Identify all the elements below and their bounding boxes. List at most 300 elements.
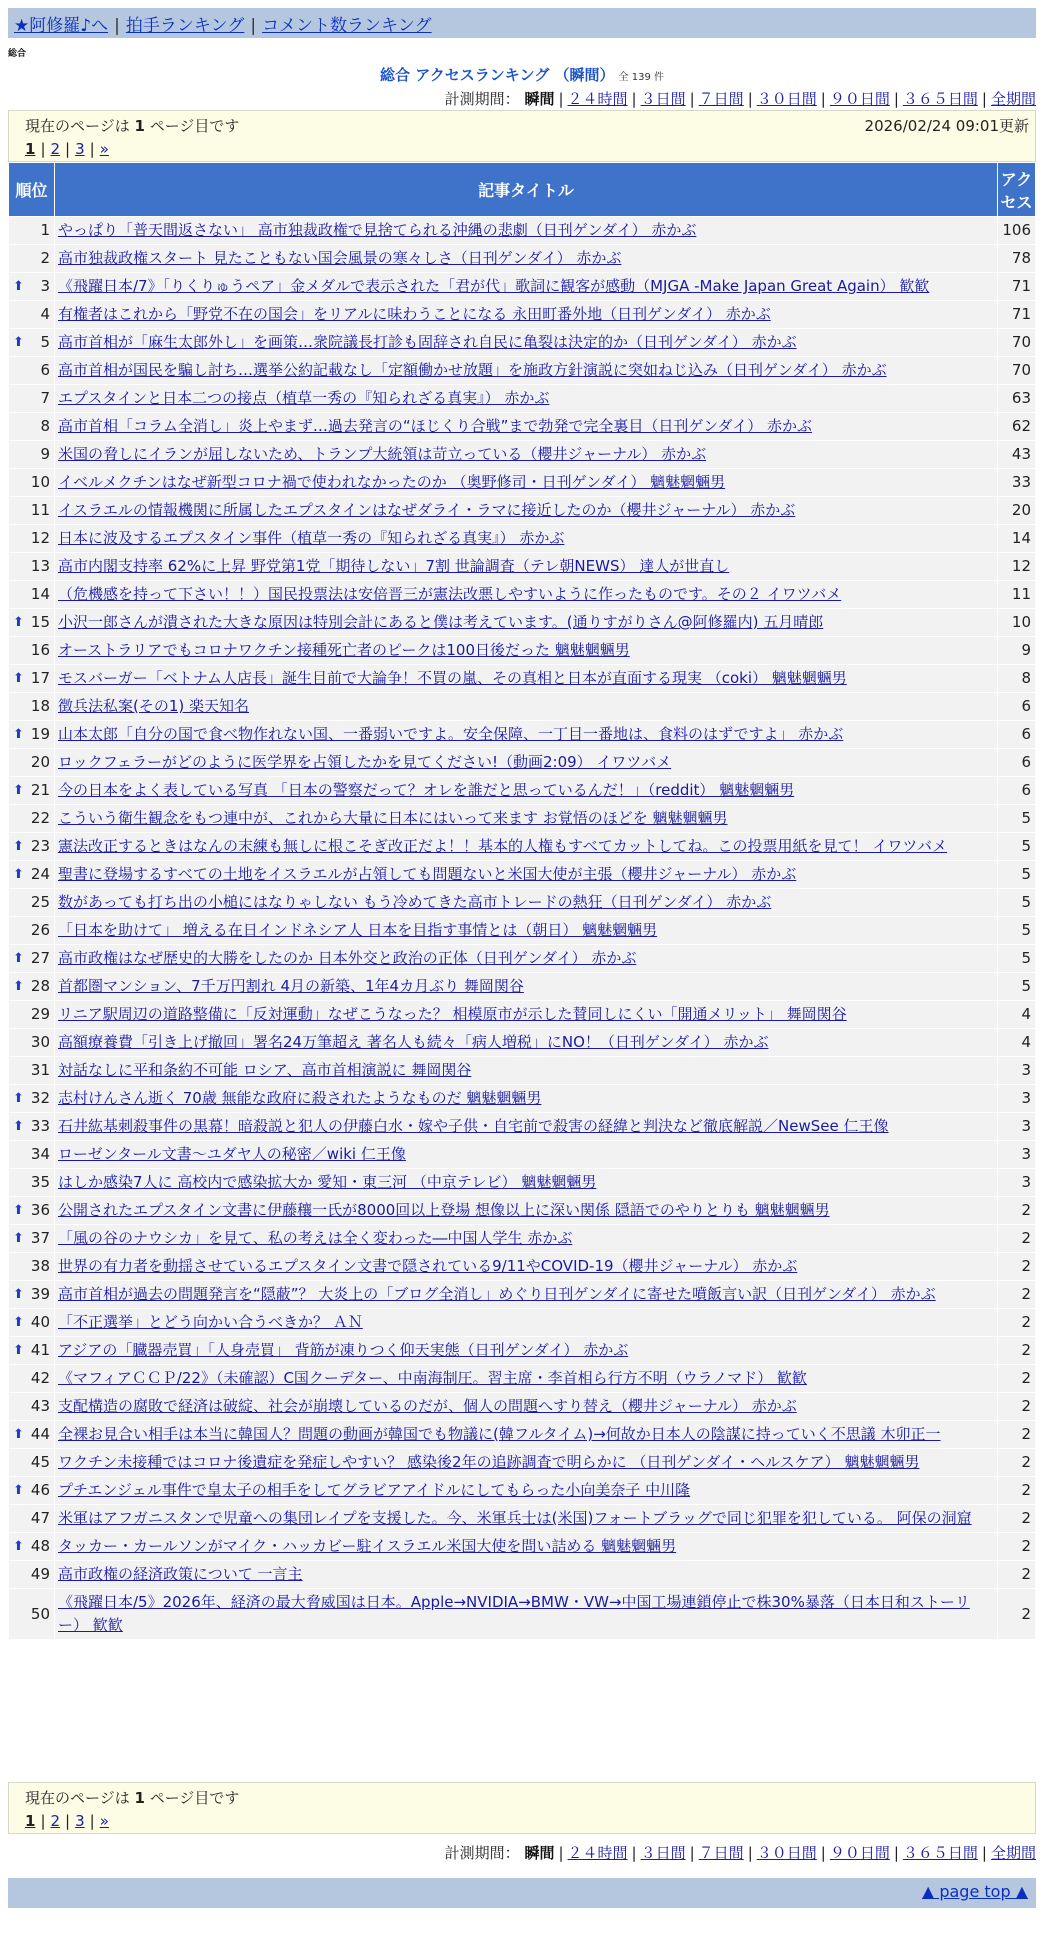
access-count: 5 — [998, 973, 1036, 1001]
rank-number: 41 — [30, 1341, 50, 1359]
rank-number: 8 — [40, 417, 50, 435]
article-link[interactable]: 世界の有力者を動揺させているエプスタイン文書で隠されている9/11やCOVID-19（櫻井ジャーナル） 赤かぶ — [58, 1257, 798, 1275]
access-count: 2 — [998, 1309, 1036, 1337]
table-row — [9, 1225, 1036, 1253]
rank-cell — [9, 693, 55, 721]
rank-cell — [9, 1197, 55, 1225]
comment-ranking-link[interactable]: コメント数ランキング — [262, 16, 432, 36]
home-link[interactable]: ★阿修羅♪へ — [14, 16, 109, 36]
title-cell — [55, 1169, 998, 1197]
article-link[interactable]: 「日本を助けて」 増える在日インドネシア人 日本を目指す事情とは（朝日） 魑魅魍魎男 — [58, 921, 658, 939]
article-link[interactable]: アジアの「臓器売買」「人身売買」 背筋が凍りつく仰天実態（日刊ゲンダイ） 赤かぶ — [58, 1341, 629, 1359]
ranking-table — [8, 162, 1036, 1640]
access-count: 8 — [998, 665, 1036, 693]
table-row — [9, 1449, 1036, 1477]
separator: | — [558, 90, 564, 108]
access-count: 5 — [998, 833, 1036, 861]
article-link[interactable]: 高市政権の経済政策について 一言主 — [58, 1565, 303, 1583]
article-link[interactable]: こういう衛生観念をもつ連中が、これから大量に日本にはいって来ます お覚悟のほどを 魑魅魍魎男 — [58, 809, 728, 827]
rank-number: 11 — [30, 501, 50, 519]
pager-box-bottom — [8, 1782, 1036, 1834]
rank-cell — [9, 1253, 55, 1281]
period-option-link[interactable]: ９０日間 — [829, 90, 890, 108]
article-link[interactable]: 「不正選挙」とどう向かい合うべきか？ ＡＮ — [58, 1313, 363, 1331]
table-row — [9, 245, 1036, 273]
table-row — [9, 329, 1036, 357]
page-link[interactable]: 3 — [75, 140, 85, 158]
period-label: 計測期間： — [444, 90, 520, 108]
period-option-link[interactable]: ３０日間 — [756, 90, 817, 108]
rank-cell — [9, 861, 55, 889]
table-row — [9, 441, 1036, 469]
up-arrow-icon: ⬆ — [13, 1483, 24, 1498]
title-cell — [55, 1449, 998, 1477]
table-row — [9, 217, 1036, 245]
separator: | — [689, 90, 695, 108]
table-row — [9, 357, 1036, 385]
title-cell — [55, 357, 998, 385]
article-link[interactable]: 数があっても打ち出の小槌にはなりゃしない もう冷めてきた高市トレードの熱狂（日刊ゲンダイ） 赤かぶ — [58, 893, 772, 911]
next-page-link[interactable]: » — [99, 1812, 109, 1830]
title-cell — [55, 469, 998, 497]
rank-number: 45 — [30, 1453, 50, 1471]
article-link[interactable]: ローゼンタール文書～ユダヤ人の秘密／wiki 仁王像 — [58, 1145, 406, 1163]
page-links — [25, 1812, 1019, 1830]
total-count: 全 139 件 — [618, 72, 664, 83]
article-link[interactable]: やっぱり「普天間返さない」 高市独裁政権で見捨てられる沖縄の悲劇（日刊ゲンダイ） 赤かぶ — [58, 221, 697, 239]
article-link[interactable]: タッカー・カールソンがマイク・ハッカビー駐イスラエル米国大使を問い詰める 魑魅魍魎男 — [58, 1537, 677, 1555]
article-link[interactable]: 小沢一郎さんが潰された大きな原因は特別会計にあると僕は考えています。(通りすがりさん@阿修羅内) 五月晴郎 — [58, 613, 824, 631]
article-link[interactable]: 「風の谷のナウシカ」を見て、私の考えは全く変わった―中国人学生 赤かぶ — [58, 1229, 573, 1247]
access-count: 5 — [998, 917, 1036, 945]
up-arrow-icon: ⬆ — [13, 783, 24, 798]
period-option-link[interactable]: 全期間 — [990, 90, 1036, 108]
table-row — [9, 525, 1036, 553]
period-option-link[interactable]: ３０日間 — [756, 1844, 817, 1862]
access-count: 12 — [998, 553, 1036, 581]
separator: | — [558, 1844, 564, 1862]
table-row — [9, 581, 1036, 609]
access-count: 2 — [998, 1393, 1036, 1421]
title-cell — [55, 1505, 998, 1533]
title-cell — [55, 1337, 998, 1365]
article-link[interactable]: オーストラリアでもコロナワクチン接種死亡者のピークは100日後だった 魑魅魍魎男 — [58, 641, 630, 659]
access-count: 2 — [998, 1589, 1036, 1640]
period-option-link[interactable]: ７日間 — [698, 1844, 744, 1862]
rank-cell — [9, 357, 55, 385]
period-selector-bottom — [445, 1842, 1036, 1863]
rank-cell — [9, 637, 55, 665]
rank-number: 15 — [30, 613, 50, 631]
table-row — [9, 1253, 1036, 1281]
up-arrow-icon: ⬆ — [13, 671, 24, 686]
rank-cell — [9, 245, 55, 273]
title-cell — [55, 665, 998, 693]
period-option-link[interactable]: ９０日間 — [829, 1844, 890, 1862]
title-cell — [55, 721, 998, 749]
rank-cell — [9, 777, 55, 805]
rank-number: 21 — [30, 781, 50, 799]
table-row — [9, 1281, 1036, 1309]
article-link[interactable]: 首都圏マンション、7千万円割れ 4月の新築、1年4カ月ぶり 舞岡関谷 — [58, 977, 524, 995]
rank-cell — [9, 1561, 55, 1589]
table-row — [9, 413, 1036, 441]
table-row — [9, 1001, 1036, 1029]
rank-number: 40 — [30, 1313, 50, 1331]
period-option-link[interactable]: ３日間 — [640, 90, 686, 108]
article-link[interactable]: 山本太郎「自分の国で食べ物作れない国、一番弱いですよ。安全保障、一丁目一番地は、食料のはずですよ」 赤かぶ — [58, 725, 844, 743]
up-arrow-icon: ⬆ — [13, 1427, 24, 1442]
rank-number: 49 — [30, 1565, 50, 1583]
rank-cell — [9, 833, 55, 861]
rank-cell — [9, 1365, 55, 1393]
access-count: 5 — [998, 945, 1036, 973]
rank-number: 38 — [30, 1257, 50, 1275]
article-link[interactable]: 徴兵法私案(その1) 楽天知名 — [58, 697, 250, 715]
next-page-link[interactable]: » — [99, 140, 109, 158]
pager-current: 1 — [134, 1789, 145, 1807]
article-link[interactable]: 全裸お見合い相手は本当に韓国人？問題の動画が韓国でも物議に(韓フルタイム)→何故か日本人の陰謀に持っていく不思議 木卯正一 — [58, 1425, 941, 1443]
rank-number: 24 — [30, 865, 50, 883]
access-count: 33 — [998, 469, 1036, 497]
article-link[interactable]: 対話なしに平和条約不可能 ロシア、高市首相演説に 舞岡関谷 — [58, 1061, 472, 1079]
access-count: 43 — [998, 441, 1036, 469]
page-link-current: 1 — [25, 1812, 36, 1830]
rank-number: 22 — [30, 809, 50, 827]
up-arrow-icon: ⬆ — [13, 1091, 24, 1106]
period-current: 瞬間 — [524, 90, 555, 108]
article-link[interactable]: 高市首相が過去の問題発言を“隠蔽”？ 大炎上の「ブログ全消し」めぐり日刊ゲンダイに寄せた噴飯言い訳（日刊ゲンダイ） 赤かぶ — [58, 1285, 936, 1303]
access-count: 5 — [998, 889, 1036, 917]
rank-cell — [9, 1309, 55, 1337]
article-link[interactable]: 有権者はこれから「野党不在の国会」をリアルに味わうことになる 永田町番外地（日刊ゲンダイ） 赤かぶ — [58, 305, 771, 323]
separator: | — [747, 1844, 753, 1862]
access-count: 71 — [998, 273, 1036, 301]
table-row — [9, 945, 1036, 973]
rank-cell — [9, 329, 55, 357]
rank-number: 34 — [30, 1145, 50, 1163]
period-option-link[interactable]: ３６５日間 — [902, 90, 978, 108]
separator: | — [981, 90, 987, 108]
rank-number: 42 — [30, 1369, 50, 1387]
article-link[interactable]: 高市首相が国民を騙し討ち…選挙公約記載なし「定額働かせ放題」を施政方針演説に突如ねじ込み（日刊ゲンダイ） 赤かぶ — [58, 361, 887, 379]
article-link[interactable]: 石井紘基刺殺事件の黒幕！暗殺説と犯人の伊藤白水・嫁や子供・自宅前で殺害の経緯と判決など徹底解説／NewSee 仁王像 — [58, 1117, 889, 1135]
rank-number: 29 — [30, 1005, 50, 1023]
up-arrow-icon: ⬆ — [13, 615, 24, 630]
top-nav-bar: ★阿修羅♪へ | 拍手ランキング | コメント数ランキング — [8, 8, 1036, 38]
article-link[interactable]: エプスタインと日本二つの接点（植草一秀の『知られざる真実』） 赤かぶ — [58, 389, 550, 407]
rank-number: 27 — [30, 949, 50, 967]
title-cell — [55, 637, 998, 665]
rank-number: 7 — [40, 389, 50, 407]
title-cell — [55, 1197, 998, 1225]
title-cell — [55, 1225, 998, 1253]
pager-text: ページ目です — [144, 117, 240, 135]
title-cell — [55, 1365, 998, 1393]
title-cell — [55, 945, 998, 973]
access-count: 4 — [998, 1029, 1036, 1057]
period-option-link[interactable]: ７日間 — [698, 90, 744, 108]
separator: | — [65, 1812, 71, 1830]
page-link[interactable]: 2 — [50, 1812, 61, 1830]
rank-cell — [9, 1337, 55, 1365]
rank-number: 50 — [30, 1604, 50, 1623]
separator: | — [893, 1844, 899, 1862]
period-label: 計測期間： — [444, 1844, 520, 1862]
page-link-current: 1 — [25, 140, 36, 158]
rank-cell — [9, 217, 55, 245]
separator: | — [747, 90, 753, 108]
title-cell — [55, 1141, 998, 1169]
access-count: 6 — [998, 749, 1036, 777]
table-row — [9, 385, 1036, 413]
up-arrow-icon: ⬆ — [13, 839, 24, 854]
title-cell — [55, 581, 998, 609]
separator: | — [65, 140, 71, 158]
table-row — [9, 917, 1036, 945]
rank-cell — [9, 385, 55, 413]
page-links — [25, 140, 1019, 158]
article-link[interactable]: リニア駅周辺の道路整備に「反対運動」なぜこうなった？ 相模原市が示した賛同しにくい「開通メリット」 舞岡関谷 — [58, 1005, 847, 1023]
page-top-link[interactable]: ▲ page top ▲ — [921, 1882, 1028, 1901]
updated-timestamp: 2026/02/24 09:01更新 — [864, 117, 1029, 135]
title-cell — [55, 217, 998, 245]
rank-number: 44 — [30, 1425, 50, 1443]
applause-ranking-link[interactable]: 拍手ランキング — [125, 16, 245, 36]
title-cell — [55, 273, 998, 301]
separator: | — [89, 1812, 95, 1830]
rank-number: 35 — [30, 1173, 50, 1191]
article-link[interactable]: 米軍はアフガニスタンで児童への集団レイプを支援した。今、米軍兵士は(米国)フォートブラッグで同じ犯罪を犯している。 阿保の洞窟 — [58, 1509, 972, 1527]
page-link[interactable]: 3 — [75, 1812, 85, 1830]
rank-number: 19 — [30, 725, 50, 743]
up-arrow-icon: ⬆ — [13, 1539, 24, 1554]
separator: | — [631, 90, 637, 108]
article-link[interactable]: ワクチン未接種ではコロナ後遺症を発症しやすい？ 感染後2年の追跡調査で明らかに （日刊ゲンダイ・ヘルスケア） 魑魅魍魎男 — [58, 1453, 920, 1471]
access-count: 2 — [998, 1365, 1036, 1393]
rank-number: 23 — [30, 837, 50, 855]
access-count: 2 — [998, 1253, 1036, 1281]
rank-number: 4 — [40, 305, 50, 323]
rank-cell — [9, 1085, 55, 1113]
separator: | — [689, 1844, 695, 1862]
up-arrow-icon: ⬆ — [13, 335, 24, 350]
table-row — [9, 1141, 1036, 1169]
access-count: 2 — [998, 1337, 1036, 1365]
article-link[interactable]: 高市首相「コラム全消し」炎上やまず…過去発言の“ほじくり合戦”まで勃発で完全裏目（日刊ゲンダイ） 赤かぶ — [58, 417, 812, 435]
period-option-link[interactable]: ３日間 — [640, 1844, 686, 1862]
pager-text: 現在のページは — [25, 1789, 135, 1807]
rank-cell — [9, 553, 55, 581]
period-option-link[interactable]: ３６５日間 — [902, 1844, 978, 1862]
table-row — [9, 609, 1036, 637]
article-link[interactable]: 志村けんさん逝く 70歳 無能な政府に殺されたようなものだ 魑魅魍魎男 — [58, 1089, 542, 1107]
title-cell — [55, 1309, 998, 1337]
rank-number: 18 — [30, 697, 50, 715]
period-option-link[interactable]: ２４時間 — [567, 90, 628, 108]
rank-number: 20 — [30, 753, 50, 771]
article-link[interactable]: イベルメクチンはなぜ新型コロナ禍で使われなかったのか （奥野修司・日刊ゲンダイ） 魑魅魍魎男 — [58, 473, 726, 491]
period-option-link[interactable]: 全期間 — [990, 1844, 1036, 1862]
article-link[interactable]: 高市首相が「麻生太郎外し」を画策…衆院議長打診も固辞され自民に亀裂は決定的か（日刊ゲンダイ） 赤かぶ — [58, 333, 797, 351]
rank-cell — [9, 413, 55, 441]
table-row — [9, 1365, 1036, 1393]
rank-number: 1 — [40, 221, 50, 239]
table-row — [9, 1589, 1036, 1640]
table-row — [9, 1309, 1036, 1337]
rank-cell — [9, 273, 55, 301]
header-title: 記事タイトル — [55, 163, 998, 217]
rank-number: 31 — [30, 1061, 50, 1079]
up-arrow-icon: ⬆ — [13, 279, 24, 294]
access-count: 2 — [998, 1533, 1036, 1561]
title-cell — [55, 777, 998, 805]
rank-cell — [9, 665, 55, 693]
table-row — [9, 973, 1036, 1001]
title-cell — [55, 973, 998, 1001]
access-count: 4 — [998, 1001, 1036, 1029]
rank-number: 17 — [30, 669, 50, 687]
rank-cell — [9, 1505, 55, 1533]
separator: | — [820, 1844, 826, 1862]
rank-cell — [9, 609, 55, 637]
title-cell — [55, 861, 998, 889]
table-row — [9, 301, 1036, 329]
rank-number: 47 — [30, 1509, 50, 1527]
rank-cell — [9, 1477, 55, 1505]
separator: | — [631, 1844, 637, 1862]
article-link[interactable]: 高市独裁政権スタート 見たこともない国会風景の寒々しさ（日刊ゲンダイ） 赤かぶ — [58, 249, 622, 267]
rank-number: 16 — [30, 641, 50, 659]
up-arrow-icon: ⬆ — [13, 1119, 24, 1134]
title-cell — [55, 441, 998, 469]
article-link[interactable]: 聖書に登場するすべての土地をイスラエルが占領しても問題ないと米国大使が主張（櫻井ジャーナル） 赤かぶ — [58, 865, 797, 883]
rank-cell — [9, 1225, 55, 1253]
title-cell — [55, 749, 998, 777]
rank-number: 36 — [30, 1201, 50, 1219]
access-count: 2 — [998, 1421, 1036, 1449]
table-row — [9, 1197, 1036, 1225]
table-row — [9, 637, 1036, 665]
access-count: 2 — [998, 1477, 1036, 1505]
article-link[interactable]: 高額療養費「引き上げ撤回」署名24万筆超え 著名人も続々「病人増税」にNO！（日刊ゲンダイ） 赤かぶ — [58, 1033, 769, 1051]
rank-cell — [9, 917, 55, 945]
rank-number: 39 — [30, 1285, 50, 1303]
up-arrow-icon: ⬆ — [13, 979, 24, 994]
table-row — [9, 1393, 1036, 1421]
article-link[interactable]: 米国の脅しにイランが屈しないため、トランプ大統領は苛立っている（櫻井ジャーナル） 赤かぶ — [58, 445, 707, 463]
separator: | — [40, 140, 46, 158]
rank-number: 26 — [30, 921, 50, 939]
separator: | — [89, 140, 95, 158]
title-cell — [55, 413, 998, 441]
pager-box-top — [8, 110, 1036, 162]
title-cell — [55, 1001, 998, 1029]
table-row — [9, 469, 1036, 497]
table-row — [9, 721, 1036, 749]
access-count: 3 — [998, 1141, 1036, 1169]
article-link[interactable]: イスラエルの情報機関に所属したエプスタインはなぜダライ・ラマに接近したのか（櫻井ジャーナル） 赤かぶ — [58, 501, 796, 519]
article-link[interactable]: 公開されたエプスタイン文書に伊藤穰一氏が8000回以上登場 想像以上に深い関係 隠語でのやりとりも 魑魅魍魎男 — [58, 1201, 830, 1219]
access-count: 6 — [998, 777, 1036, 805]
article-link[interactable]: プチエンジェル事件で皇太子の相手をしてグラビアアイドルにしてもらった小向美奈子 中川隆 — [58, 1481, 691, 1499]
rank-cell — [9, 1029, 55, 1057]
access-count: 71 — [998, 301, 1036, 329]
access-count: 2 — [998, 1197, 1036, 1225]
rank-cell — [9, 889, 55, 917]
table-row — [9, 553, 1036, 581]
table-row — [9, 1085, 1036, 1113]
rank-number: 37 — [30, 1229, 50, 1247]
table-row — [9, 1169, 1036, 1197]
access-count: 2 — [998, 1225, 1036, 1253]
table-row — [9, 749, 1036, 777]
title-cell — [55, 525, 998, 553]
access-count: 6 — [998, 693, 1036, 721]
title-cell — [55, 301, 998, 329]
article-link[interactable]: 今の日本をよく表している写真 「日本の警察だって？オレを誰だと思っているんだ！」（reddit） 魑魅魍魎男 — [58, 781, 795, 799]
rank-number: 32 — [30, 1089, 50, 1107]
title-cell — [55, 1253, 998, 1281]
article-link[interactable]: 高市内閣支持率 62%に上昇 野党第1党「期待しない」7割 世論調査（テレ朝NEWS） 達人が世直し — [58, 557, 730, 575]
rank-number: 46 — [30, 1481, 50, 1499]
period-current: 瞬間 — [524, 1844, 555, 1862]
rank-cell — [9, 1169, 55, 1197]
rank-cell — [9, 1141, 55, 1169]
article-link[interactable]: 憲法改正するときはなんの末練も無しに根こそぎ改正だよ！！基本的人権もすべてカットしてね。この投票用紙を見て！ イワツバメ — [58, 837, 948, 855]
access-count: 5 — [998, 805, 1036, 833]
access-count: 20 — [998, 497, 1036, 525]
rank-cell — [9, 1057, 55, 1085]
rank-cell — [9, 301, 55, 329]
article-link[interactable]: 支配構造の腐敗で経済は破綻、社会が崩壊しているのだが、個人の問題へすり替え（櫻井ジャーナル） 赤かぶ — [58, 1397, 797, 1415]
bottom-bar — [8, 1878, 1036, 1908]
table-row — [9, 1505, 1036, 1533]
title-cell — [55, 245, 998, 273]
rank-number: 6 — [40, 361, 50, 379]
access-count: 70 — [998, 357, 1036, 385]
article-link[interactable]: 《飛躍日本/5》2026年、経済の最大脅威国は日本。Apple→NVIDIA→BMW・VW→中国工場連鎖停止で株30%暴落（日本日和ストーリー） 歓歓 — [58, 1593, 970, 1634]
rank-cell — [9, 1449, 55, 1477]
rank-number: 30 — [30, 1033, 50, 1051]
article-link[interactable]: 日本に波及するエプスタイン事件（植草一秀の『知られざる真実』） 赤かぶ — [58, 529, 565, 547]
table-row — [9, 1421, 1036, 1449]
table-row — [9, 273, 1036, 301]
access-count: 2 — [998, 1561, 1036, 1589]
access-count: 11 — [998, 581, 1036, 609]
table-row — [9, 805, 1036, 833]
article-link[interactable]: 《飛躍日本/7》「りくりゅうペア」金メダルで表示された「君が代」歌詞に観客が感動（MJGA -Make Japan Great Again） 歓歓 — [58, 277, 930, 295]
rank-cell — [9, 1393, 55, 1421]
header-access: アクセス — [998, 163, 1036, 217]
rank-cell — [9, 1421, 55, 1449]
table-row — [9, 693, 1036, 721]
article-link[interactable]: 高市政権はなぜ歴史的大勝をしたのか 日本外交と政治の正体（日刊ゲンダイ） 赤かぶ — [58, 949, 637, 967]
table-row — [9, 497, 1036, 525]
title-cell — [55, 553, 998, 581]
article-link[interactable]: ロックフェラーがどのように医学界を占領したかを見てください!（動画2:09） イワツバメ — [58, 753, 672, 771]
title-cell — [55, 1561, 998, 1589]
article-link[interactable]: モスバーガー「ベトナム人店長」誕生目前で大論争！不買の嵐、その真相と日本が直面する現実 （coki） 魑魅魍魎男 — [58, 669, 847, 687]
article-link[interactable]: はしか感染7人に 高校内で感染拡大か 愛知・東三河 （中京テレビ） 魑魅魍魎男 — [58, 1173, 597, 1191]
article-link[interactable]: 《マフィアＣＣＰ/22》（未確認）C国クーデター、中南海制圧。習主席・李首相ら行方不明（ウラノマド） 歓歓 — [58, 1369, 807, 1387]
table-row — [9, 889, 1036, 917]
article-link[interactable]: （危機感を持って下さい！！）国民投票法は安倍晋三が憲法改悪しやすいように作ったものです。その２ イワツバメ — [58, 585, 842, 603]
rank-number: 48 — [30, 1537, 50, 1555]
page-link[interactable]: 2 — [50, 140, 61, 158]
period-option-link[interactable]: ２４時間 — [567, 1844, 628, 1862]
rank-cell — [9, 721, 55, 749]
